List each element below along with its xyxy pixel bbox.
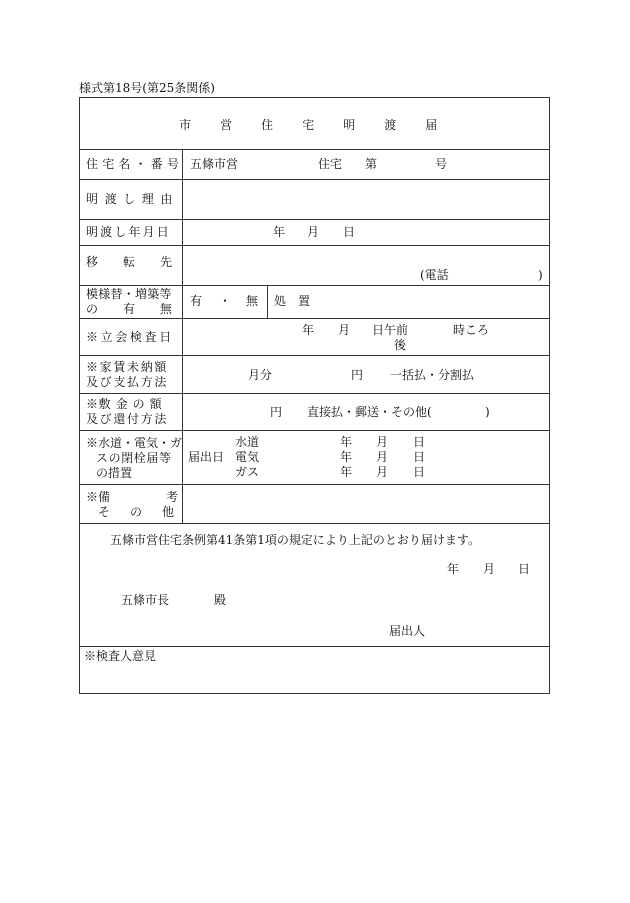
utility-year: 年 bbox=[340, 450, 353, 464]
utility-day: 日 bbox=[413, 465, 426, 479]
rent-yen: 円 bbox=[351, 368, 364, 382]
row-divider bbox=[80, 149, 549, 150]
utilities-label-line1: ※水道・電気・ガ bbox=[86, 436, 183, 450]
inspection-time: 時ころ bbox=[453, 323, 490, 337]
applicant-label: 届出人 bbox=[389, 624, 426, 638]
declaration-month: 月 bbox=[483, 562, 496, 576]
destination-label-char: 先 bbox=[159, 255, 172, 269]
inspection-year: 年 bbox=[302, 323, 315, 337]
housing-word: 住宅 bbox=[318, 157, 343, 171]
renovation-yes: 有 bbox=[190, 294, 203, 308]
row-divider bbox=[80, 179, 549, 180]
renovation-label-char: の bbox=[86, 302, 99, 316]
row-divider bbox=[80, 484, 549, 485]
inspection-date-label: ※立会検査日 bbox=[86, 330, 174, 344]
utilities-label-line2: スの閉栓届等 bbox=[96, 451, 172, 465]
utility-month: 月 bbox=[376, 465, 389, 479]
deposit-yen: 円 bbox=[270, 405, 283, 419]
form-title: 市 営 住 宅 明 渡 届 bbox=[179, 118, 450, 132]
rent-payment-method: 一括払・分割払 bbox=[390, 368, 475, 382]
remarks-label-char: そ bbox=[98, 505, 111, 519]
moving-date-day: 日 bbox=[343, 225, 356, 239]
housing-number-suffix: 号 bbox=[435, 157, 448, 171]
remarks-label-char: の bbox=[129, 505, 142, 519]
deposit-other-close: ) bbox=[485, 405, 490, 419]
utilities-report-date-label: 届出日 bbox=[188, 450, 225, 464]
moving-out-notice-form bbox=[79, 97, 550, 694]
utility-year: 年 bbox=[340, 435, 353, 449]
renovation-separator: ・ bbox=[219, 294, 232, 308]
utility-year: 年 bbox=[340, 465, 353, 479]
renovation-label-char: 有 bbox=[122, 302, 135, 316]
row-divider bbox=[80, 646, 549, 647]
utility-name: 電気 bbox=[235, 450, 260, 464]
destination-label-char: 転 bbox=[122, 255, 135, 269]
renovation-label-line1: 模様替・増築等 bbox=[86, 287, 172, 301]
destination-phone-close: ) bbox=[538, 268, 543, 282]
reason-label: 明渡し理由 bbox=[86, 192, 180, 206]
renovation-divider bbox=[267, 285, 268, 318]
label-column-divider bbox=[182, 149, 183, 523]
row-divider bbox=[80, 393, 549, 394]
housing-city-prefix: 五條市営 bbox=[190, 157, 239, 171]
moving-date-label: 明渡し年月日 bbox=[86, 225, 171, 239]
deposit-refund-method: 直接払・郵送・その他( bbox=[307, 405, 432, 419]
row-divider bbox=[80, 245, 549, 246]
renovation-label-char: 無 bbox=[159, 302, 172, 316]
remarks-label-mark: ※備 bbox=[86, 490, 111, 504]
form-number: 様式第18号(第25条関係) bbox=[79, 81, 215, 95]
destination-label-char: 移 bbox=[86, 255, 99, 269]
remarks-label-line2 bbox=[98, 506, 174, 518]
deposit-label-line2: 及び還付方法 bbox=[86, 412, 169, 426]
utility-day: 日 bbox=[413, 435, 426, 449]
addressee-mayor: 五條市長 bbox=[121, 593, 170, 607]
moving-date-year: 年 bbox=[273, 225, 286, 239]
row-divider bbox=[80, 219, 549, 220]
row-divider bbox=[80, 355, 549, 356]
row-divider bbox=[80, 430, 549, 431]
remarks-label-char: 他 bbox=[161, 505, 174, 519]
rent-arrears-label-line1: ※家賃未納額 bbox=[86, 360, 169, 374]
utility-month: 月 bbox=[376, 435, 389, 449]
declaration-day: 日 bbox=[518, 562, 531, 576]
destination-phone-label: (電話 bbox=[420, 268, 449, 282]
utility-name: 水道 bbox=[235, 435, 260, 449]
renovation-no: 無 bbox=[246, 294, 259, 308]
utilities-label-line3: の措置 bbox=[96, 466, 133, 480]
deposit-label-line1: ※敷 金 の 額 bbox=[86, 397, 163, 411]
row-divider bbox=[80, 285, 549, 286]
renovation-action-label: 処 置 bbox=[274, 294, 311, 308]
inspector-opinion-label: ※検査人意見 bbox=[84, 649, 157, 663]
inspection-day-am: 日午前 bbox=[372, 323, 409, 337]
renovation-label-line2 bbox=[86, 303, 172, 315]
utility-month: 月 bbox=[376, 450, 389, 464]
inspection-pm: 後 bbox=[394, 338, 407, 352]
declaration-year: 年 bbox=[447, 562, 460, 576]
rent-arrears-label-line2: 及び支払方法 bbox=[86, 375, 169, 389]
row-divider bbox=[80, 523, 549, 524]
declaration-statement: 五條市営住宅条例第41条第1項の規定により上記のとおり届けます。 bbox=[110, 533, 480, 547]
moving-date-month: 月 bbox=[307, 225, 320, 239]
utility-name: ガス bbox=[235, 465, 260, 479]
remarks-label-char: 考 bbox=[166, 490, 179, 504]
row-divider bbox=[80, 318, 549, 319]
housing-name-label: 住宅名・番号 bbox=[86, 157, 184, 171]
destination-label bbox=[86, 256, 172, 268]
utility-day: 日 bbox=[413, 450, 426, 464]
inspection-month: 月 bbox=[338, 323, 351, 337]
addressee-honorific: 殿 bbox=[214, 593, 227, 607]
rent-months: 月分 bbox=[248, 368, 273, 382]
housing-number-prefix: 第 bbox=[365, 157, 378, 171]
